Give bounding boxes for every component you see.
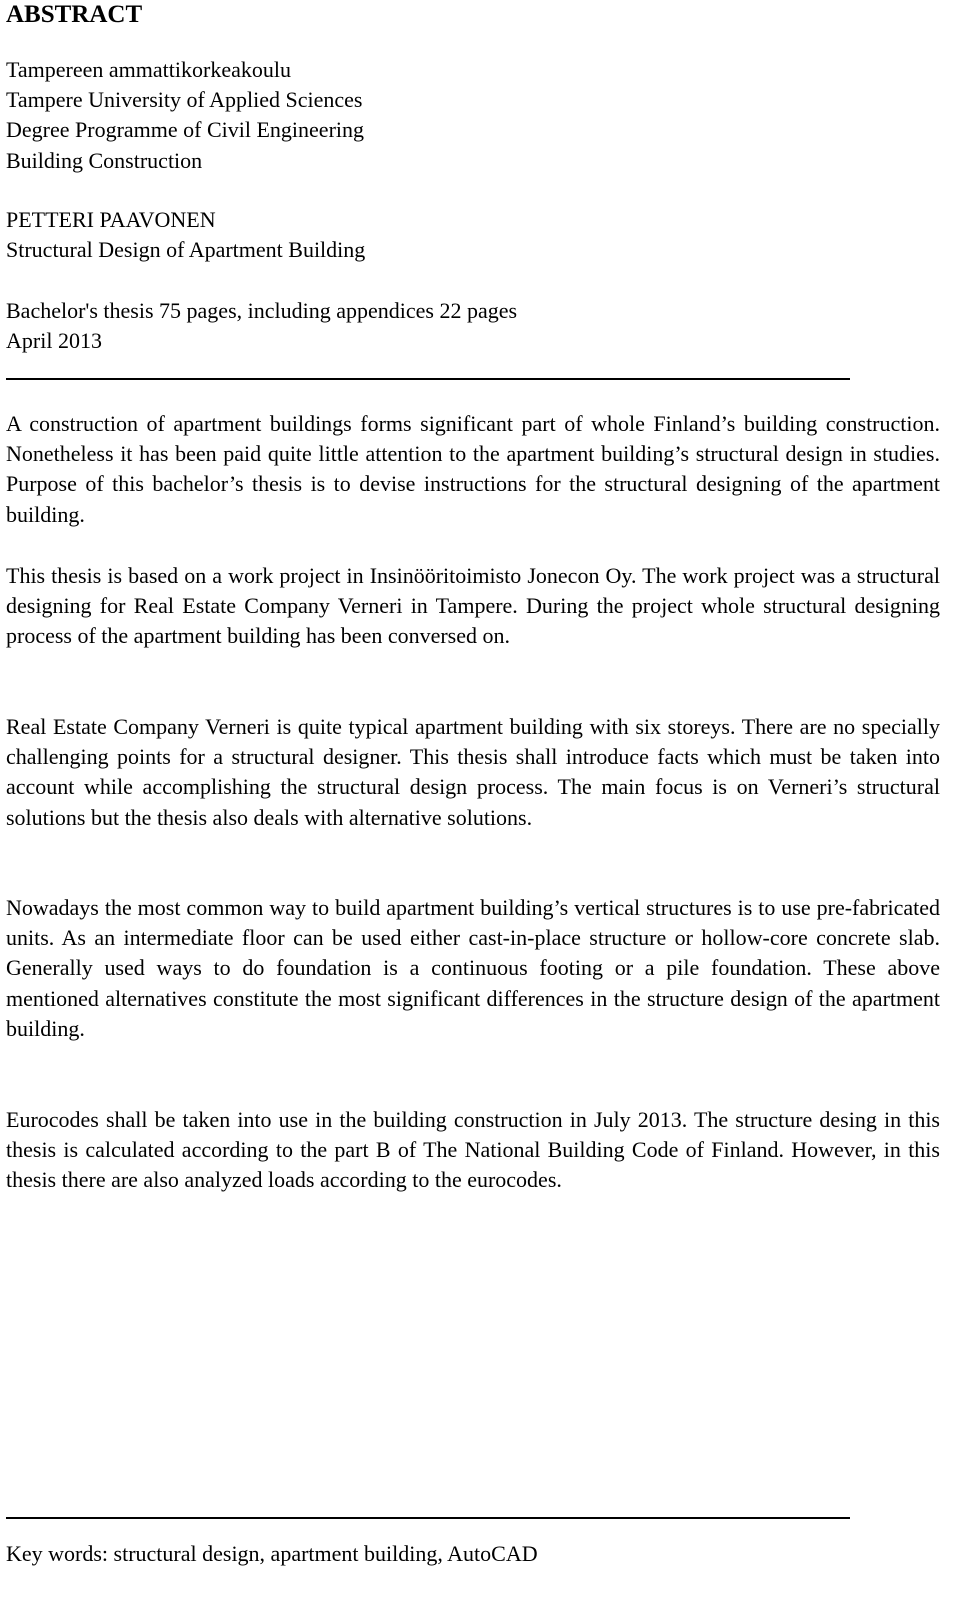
institution-block [6,55,940,176]
study-option: Building Construction [6,147,203,173]
degree-programme: Degree Programme of Civil Engineering [6,117,365,143]
keywords-line: Key words: structural design, apartment building, AutoCAD [6,1541,538,1566]
author-block [6,205,940,265]
keywords-block [6,1539,940,1569]
thesis-date: April 2013 [6,328,102,354]
abstract-paragraph-1: A construction of apartment buildings forms significant part of whole Finland’s building construction. Nonetheless it has been paid quite little attention to the apartment building’s structural design in studies. Purpose of this bachelor’s thesis is to devise instructions for the structural designing of the apartment building. [6,411,940,527]
thesis-title: Structural Design of Apartment Building [6,237,366,263]
thesis-page-info: Bachelor's thesis 75 pages, including appendices 22 pages [6,298,518,323]
abstract-paragraph-5: Eurocodes shall be taken into use in the building construction in July 2013. The structure desing in this thesis is calculated according to the part B of The National Building Code of Finland. However, in this thesis there are also analyzed loads according to the eurocodes. [6,1107,940,1193]
author-name: PETTERI PAAVONEN [6,207,216,232]
institution-name-english: Tampere University of Applied Sciences [6,87,363,113]
abstract-heading: ABSTRACT [6,1,143,28]
abstract-paragraph-4: Nowadays the most common way to build apartment building’s vertical structures is to use pre-fabricated units. As an intermediate floor can be used either cast-in-place structure or hollow-core concrete slab. Generally used ways to do foundation is a continuous footing or a pile foundation. These above mentioned alternatives constitute the most significant differences in the structure design of the apartment building. [6,895,940,1041]
bottom-divider [6,1517,850,1519]
institution-name-finnish: Tampereen ammattikorkeakoulu [6,57,291,82]
top-divider [6,378,850,380]
abstract-paragraph-2: This thesis is based on a work project in Insinööritoimisto Jonecon Oy. The work project was a structural designing for Real Estate Company Verneri in Tampere. During the project whole structural designing process of the apartment building has been conversed on. [6,563,940,649]
abstract-paragraph-3: Real Estate Company Verneri is quite typical apartment building with six storeys. There are no specially challenging points for a structural designer. This thesis shall introduce facts which must be taken into account while accomplishing the structural design process. The main focus is on Verneri’s structural solutions but the thesis also deals with alternative solutions. [6,714,940,830]
thesis-info-block [6,296,940,356]
